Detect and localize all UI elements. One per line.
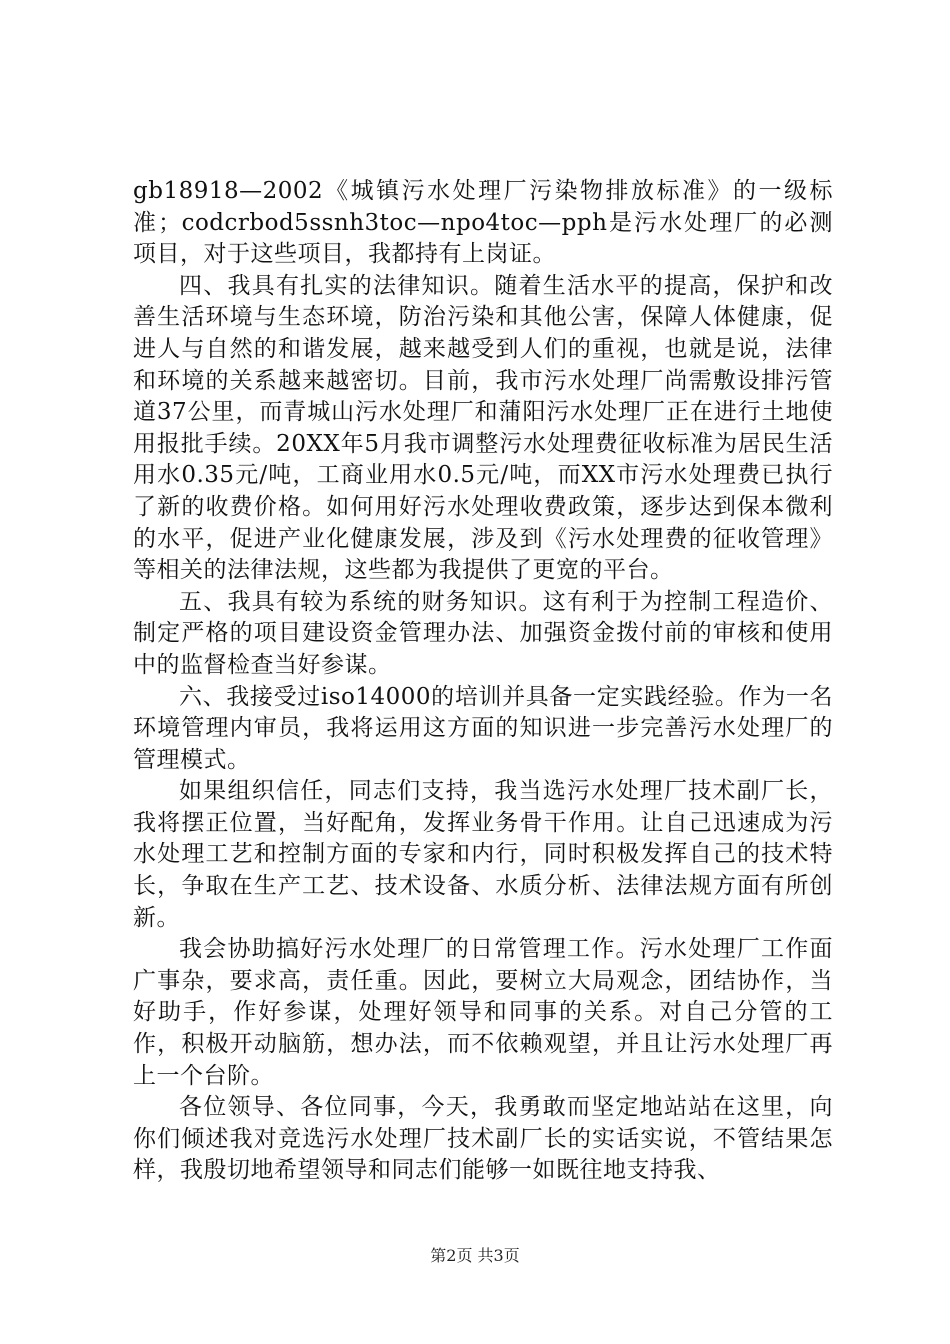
paragraph-7: 各位领导、各位同事，今天，我勇敢而坚定地站站在这里，向你们倾述我对竞选污水处理厂技术副厂长的实话实说，不管结果怎样，我殷切地希望领导和同志们能够一如既往地支持我、 (133, 1094, 833, 1184)
paragraph-5: 如果组织信任，同志们支持，我当选污水处理厂技术副厂长，我将摆正位置，当好配角，发挥业务骨干作用。让自己迅速成为污水处理工艺和控制方面的专家和内行，同时积极发挥自己的技术特长，争取在生产工艺、技术设备、水质分析、法律法规方面有所创新。 (133, 778, 833, 931)
page-footer: 第2页 共3页 (430, 1246, 520, 1265)
paragraph-2: 四、我具有扎实的法律知识。随着生活水平的提高，保护和改善生活环境与生态环境，防治污染和其他公害，保障人体健康，促进人与自然的和谐发展，越来越受到人们的重视，也就是说，法律和环境的关系越来越密切。目前，我市污水处理厂尚需敷设排污管道37公里，而青城山污水处理厂和蒲阳污水处理厂正在进行土地使用报批手续。20XX年5月我市调整污水处理费征收标准为居民生活用水0.35元/吨，工商业用水0.5元/吨，而XX市污水处理费已执行了新的收费价格。如何用好污水处理收费政策，逐步达到保本微利的水平，促进产业化健康发展，涉及到《污水处理费的征收管理》等相关的法律法规，这些都为我提供了更宽的平台。 (133, 272, 833, 584)
document-body (133, 176, 833, 1187)
paragraph-6: 我会协助搞好污水处理厂的日常管理工作。污水处理厂工作面广事杂，要求高，责任重。因此，要树立大局观念，团结协作，当好助手，作好参谋，处理好领导和同事的关系。对自己分管的工作，积极开动脑筋，想办法，而不依赖观望，并且让污水处理厂再上一个台阶。 (133, 936, 833, 1089)
paragraph-3: 五、我具有较为系统的财务知识。这有利于为控制工程造价、制定严格的项目建设资金管理办法、加强资金拨付前的审核和使用中的监督检查当好参谋。 (133, 588, 833, 678)
paragraph-4: 六、我接受过iso14000的培训并具备一定实践经验。作为一名环境管理内审员，我将运用这方面的知识进一步完善污水处理厂的管理模式。 (133, 683, 833, 773)
paragraph-1: gb18918—2002《城镇污水处理厂污染物排放标准》的一级标准；codcrbod5ssnh3toc—npo4toc—pph是污水处理厂的必测项目，对于这些项目，我都持有上岗证。 (133, 178, 833, 268)
